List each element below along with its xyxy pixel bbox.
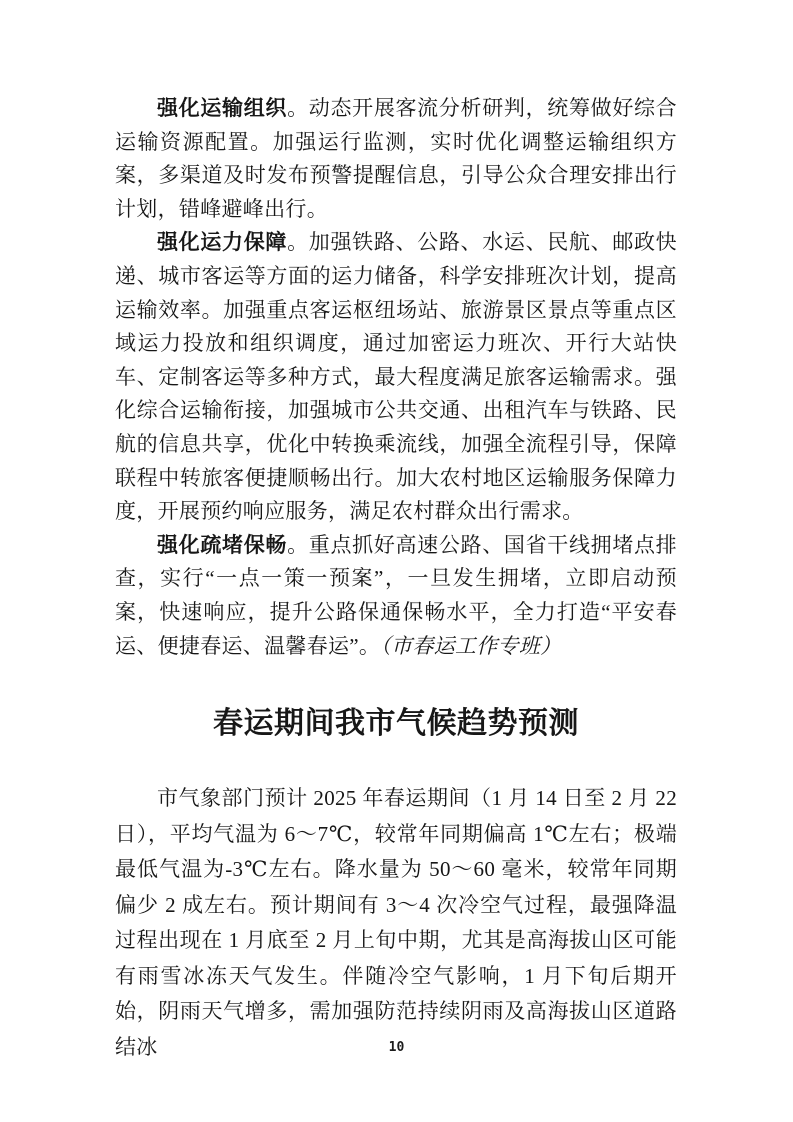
paragraph-capacity-guarantee [115, 226, 677, 528]
paragraph-lead: 强化运输组织 [157, 96, 288, 120]
paragraph-transport-organization [115, 92, 677, 226]
section-climate-forecast [115, 781, 677, 1065]
paragraph-climate-forecast [115, 781, 677, 1065]
section-transport-measures [115, 92, 677, 663]
paragraph-text: 。动态开展客流分析研判，统筹做好综合运输资源配置。加强运行监测，实时优化调整运输组织方案，多渠道及时发布预警提醒信息，引导公众合理安排出行计划，错峰避峰出行。 [115, 96, 677, 221]
paragraph-lead: 强化疏堵保畅 [157, 532, 288, 557]
page-content [115, 92, 677, 1065]
section-heading-climate-forecast: 春运期间我市气候趋势预测 [213, 707, 579, 741]
paragraph-text: 。加强铁路、公路、水运、民航、邮政快递、城市客运等方面的运力储备，科学安排班次计划，提高运输效率。加强重点客运枢纽场站、旅游景区景点等重点区域运力投放和组织调度，通过加密运力班次、开行大站快车、定制客运等多种方式，最大程度满足旅客运输需求。强化综合运输衔接，加强城市公共交通、出租汽车与铁路、民航的信息共享，优化中转换乘流线，加强全流程引导，保障联程中转旅客便捷顺畅出行。加大农村地区运输服务保障力度，开展预约响应服务，满足农村群众出行需求。 [115, 230, 677, 524]
paragraph-text: 市气象部门预计 2025 年春运期间（1 月 14 日至 2 月 22 日），平均气温为 6～7℃，较常年同期偏高 1℃左右；极端最低气温为-3℃左右。降水量为 50～60 毫米，较常年同期偏少 2 成左右。预计期间有 3～4 次冷空气过程，最强降温过程出现在 1 月底至 2 月上旬中期，尤其是高海拔山区可能有雨雪冰冻天气发生。伴随冷空气影响，1 月下旬后期开始，阴雨天气增多，需加强防范持续阴雨及高海拔山区道路结冰 [115, 786, 677, 1059]
paragraph-text: 。重点抓好高速公路、国省干线拥堵点排查，实行“一点一策一预案”，一旦发生拥堵，立即启动预案，快速响应，提升公路保通保畅水平，全力打造“平安春运、便捷春运、温馨春运”。 [115, 532, 677, 658]
paragraph-lead: 强化运力保障 [157, 230, 288, 255]
paragraph-congestion-relief [115, 529, 677, 663]
paragraph-attribution: （市春运工作专班） [380, 633, 562, 658]
page-number: 10 [388, 1040, 405, 1055]
